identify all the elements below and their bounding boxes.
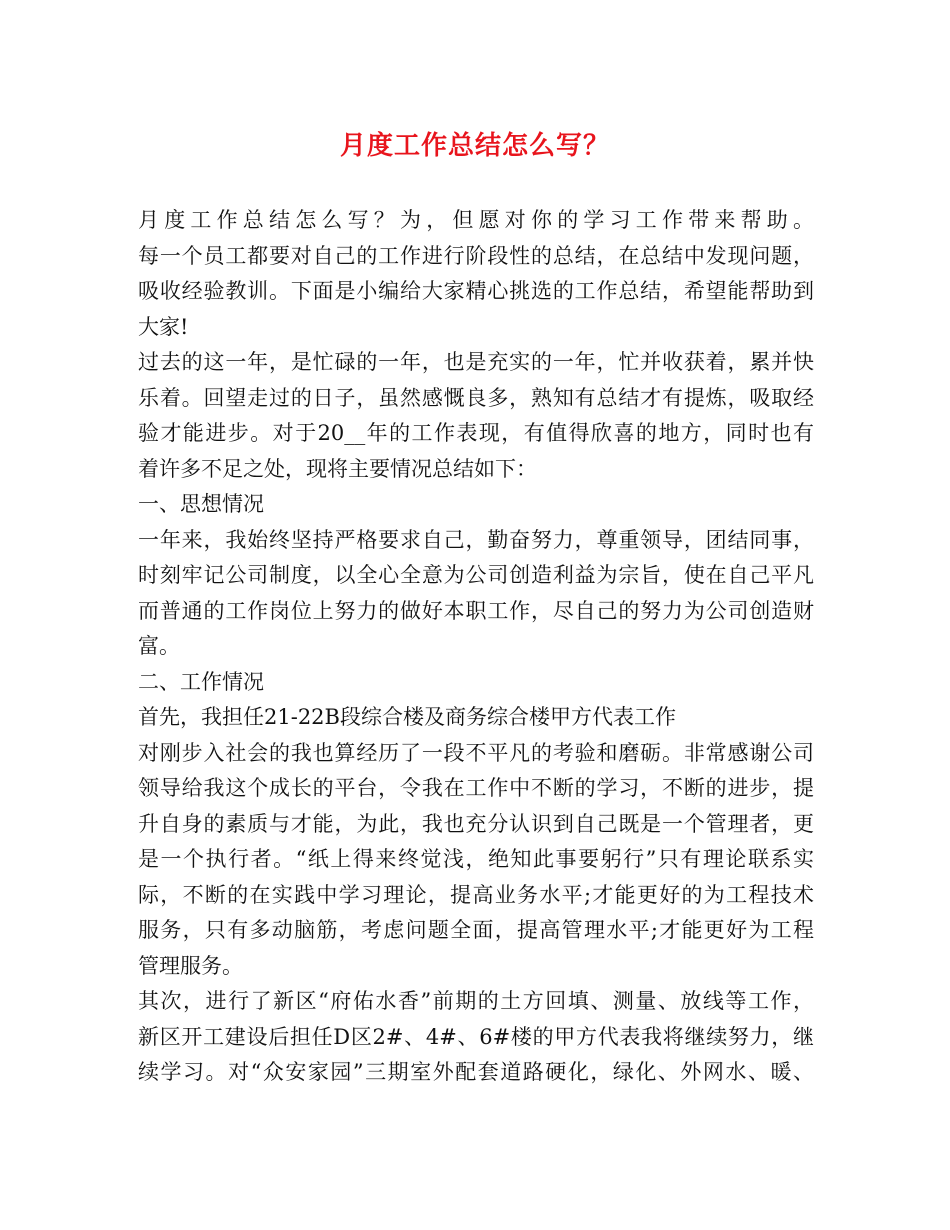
text-line: 升自身的素质与才能，为此，我也充分认识到自己既是一个管理者，更 [138,811,814,836]
text-line: 验才能进步。对于20__年的工作表现，有值得欣喜的地方，同时也有 [138,421,814,445]
text-line: 时刻牢记公司制度，以全心全意为公司创造利益为宗旨，使在自己平凡 [138,563,814,587]
text-line: 一年来，我始终坚持严格要求自己，勤奋努力，尊重领导，团结同事， [138,527,814,552]
text-line: 管理服务。 [138,953,243,978]
text-line: 而普通的工作岗位上努力的做好本职工作，尽自己的努力为公司创造财 [138,598,814,623]
text-line: 每一个员工都要对自己的工作进行阶段性的总结，在总结中发现问题， [138,243,814,268]
section-heading: 一、思想情况 [138,492,264,516]
text-line: 是一个执行者。“纸上得来终觉浅，绝知此事要躬行”只有理论联系实 [138,847,814,871]
text-line: 领导给我这个成长的平台，令我在工作中不断的学习，不断的进步，提 [138,776,814,800]
text-line: 首先，我担任21-22B段综合楼及商务综合楼甲方代表工作 [138,705,676,729]
text-line: 新区开工建设后担任D区2#、4#、6#楼的甲方代表我将继续努力，继 [138,1024,814,1049]
text-line: 乐着。回望走过的日子，虽然感慨良多，熟知有总结才有提炼，吸取经 [138,385,814,410]
text-line: 月度工作总结怎么写？为，但愿对你的学习工作带来帮助。 [138,208,814,232]
text-line: 大家! [138,314,189,339]
section-heading: 二、工作情况 [138,669,264,694]
document-title: 月度工作总结怎么写？ [339,131,610,161]
text-line: 富。 [138,634,180,658]
text-line: 其次，进行了新区“府佑水香”前期的土方回填、测量、放线等工作， [138,989,814,1013]
text-line: 着许多不足之处，现将主要情况总结如下： [138,456,537,481]
text-line: 际，不断的在实践中学习理论，提高业务水平;才能更好的为工程技术 [138,882,814,907]
text-line: 续学习。对“众安家园”三期室外配套道路硬化，绿化、外网水、暖、 [138,1060,814,1084]
text-line: 吸收经验教训。下面是小编给大家精心挑选的工作总结，希望能帮助到 [138,279,814,303]
text-line: 服务，只有多动脑筋，考虑问题全面，提高管理水平;才能更好为工程 [138,918,814,942]
text-line: 过去的这一年，是忙碌的一年，也是充实的一年，忙并收获着，累并快 [138,350,814,374]
document-body [138,203,814,1091]
text-line: 对刚步入社会的我也算经历了一段不平凡的考验和磨砺。非常感谢公司 [138,740,814,765]
